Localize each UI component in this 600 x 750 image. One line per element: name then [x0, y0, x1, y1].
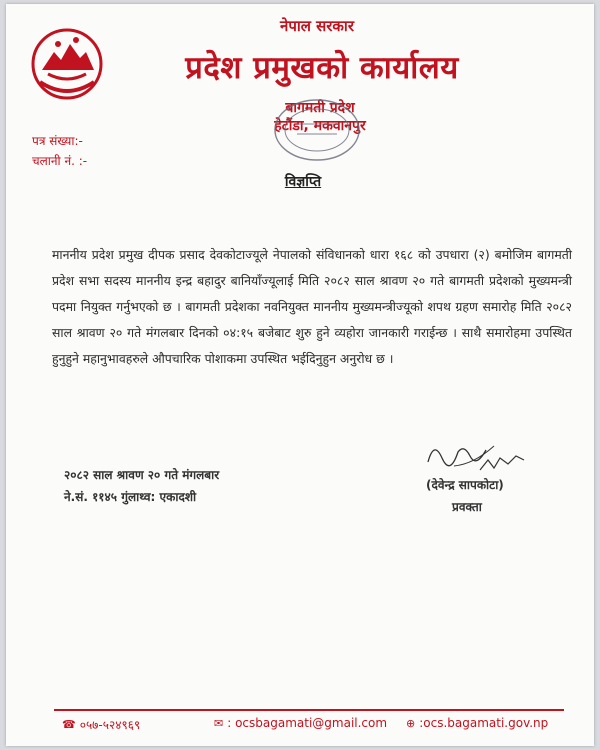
date-nepal-sambat: ने.सं. ११४५ गुंलाथ्व: एकादशी — [64, 490, 197, 504]
notice-title: विज्ञप्ति — [284, 174, 322, 190]
office-name: प्रदेश प्रमुखको कार्यालय — [185, 50, 459, 86]
globe-icon: ⊕ — [406, 716, 416, 730]
date-bs: २०८२ साल श्रावण २० गते मंगलबार — [64, 468, 220, 482]
notice-body: माननीय प्रदेश प्रमुख दीपक प्रसाद देवकोटाज्यूले नेपालको संविधानको धारा १६८ को उपधारा (२) बमोजिम बागमती प्रदेश सभा सदस्य माननीय इन्द्र बहादुर बानियाँज्यूलाई मिति २०८२ साल श्रावण २० गते बागमती प्रदेशको मुख्यमन्त्री पदमा नियुक्त गर्नुभएको छ । बागमती प्रदेशका नवनियुक्त माननीय मुख्यमन्त्रीज्यूको शपथ ग्रहण समारोह मिति २०८२ साल श्रावण २० गते मंगलबार दिनको ०४:१५ बजेबाट शुरु हुने व्यहोरा जानकारी गराईन्छ । साथै समारोहमा उपस्थित हुनुहुने महानुभावहरुले औपचारिक पोशाकमा उपस्थित भईदिनुहुन अनुरोध छ । — [52, 247, 572, 366]
signatory-name: (देवेन्द्र सापकोटा) — [426, 478, 504, 492]
office-stamp-icon — [261, 90, 371, 170]
province-name: बागमती प्रदेश — [285, 100, 355, 116]
footer-phone — [62, 716, 140, 733]
phone-icon: ☎ — [62, 718, 76, 731]
government-name: नेपाल सरकार — [280, 17, 354, 35]
notice-page — [6, 4, 594, 746]
dispatch-number-label: चलानी नं. :- — [32, 154, 88, 168]
footer-divider — [54, 709, 564, 711]
signature-icon — [424, 430, 534, 480]
letter-number-label: पत्र संख्या:- — [32, 134, 83, 148]
footer-email[interactable] — [214, 716, 387, 730]
footer-website[interactable] — [406, 716, 548, 730]
email-address[interactable]: : ocsbagamati@gmail.com — [227, 716, 388, 730]
office-address: हेटौंडा, मकवानपुर — [274, 118, 366, 134]
website-url[interactable]: :ocs.bagamati.gov.np — [419, 716, 549, 730]
phone-number: ०५७-५२४९६९ — [79, 718, 141, 732]
signatory-title: प्रवक्ता — [452, 500, 482, 514]
email-icon: ✉ — [214, 716, 224, 730]
